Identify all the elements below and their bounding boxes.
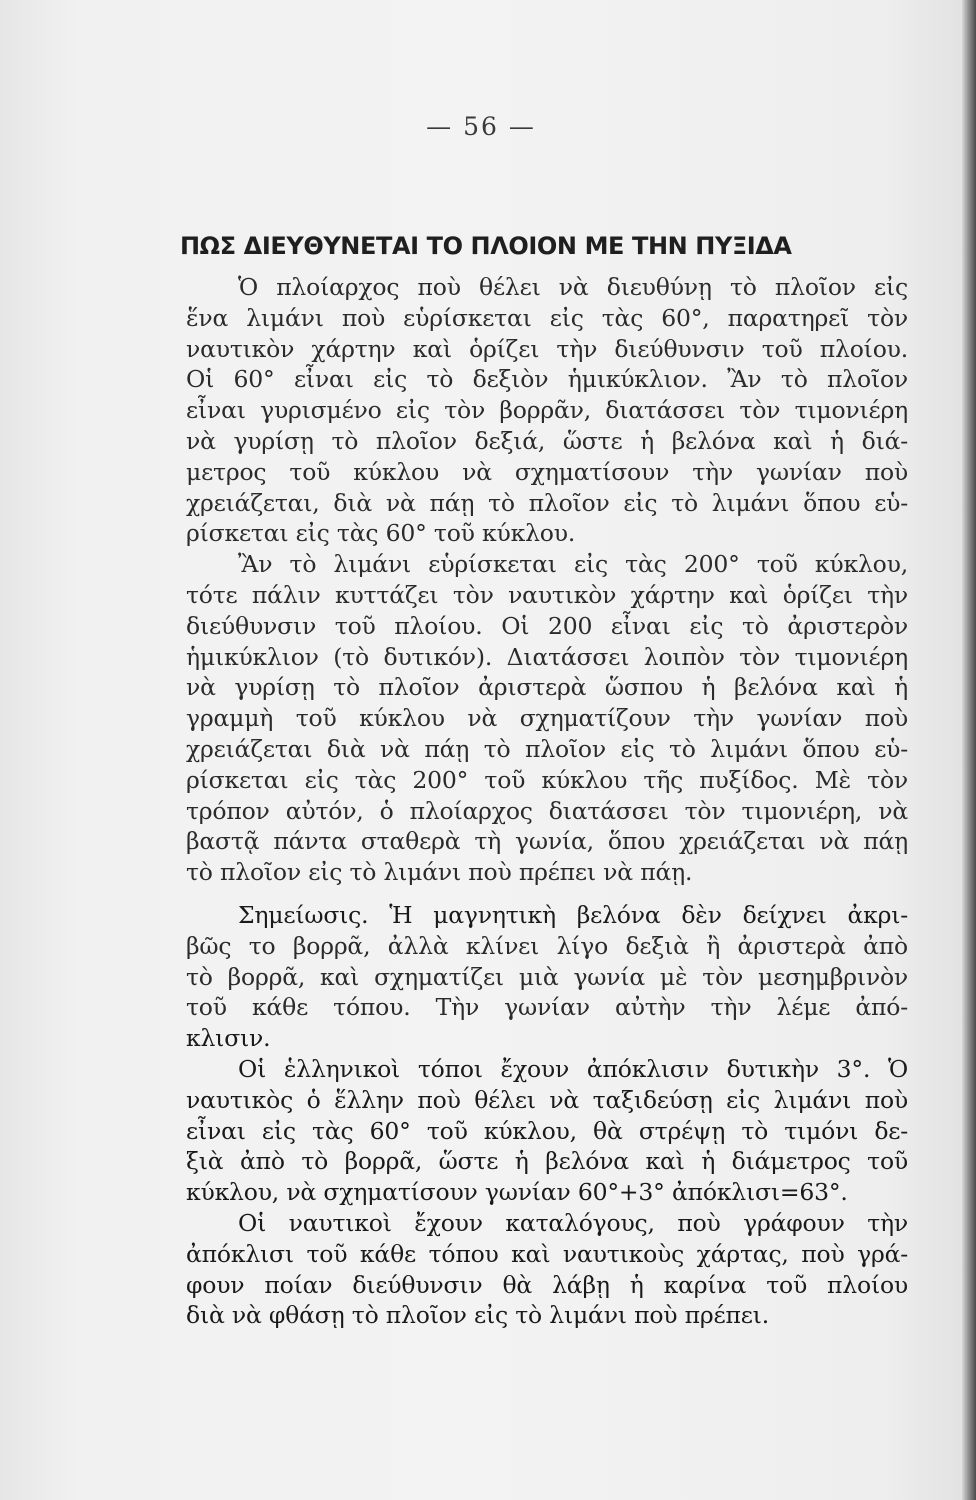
text-line: κύκλου, νὰ σχηματίσουν γωνίαν 60°+3° ἀπόκλισι=63°.: [186, 1178, 848, 1207]
body-text: [186, 272, 908, 1331]
page-edge-shadow: [962, 0, 976, 1500]
text-line: Ἂν τὸ λιμάνι εὑρίσκεται εἰς τὰς 200° τοῦ κύκλου,: [238, 550, 908, 579]
text-line: κλισιν.: [186, 1024, 271, 1053]
text-line: φουν ποίαν διεύθυνσιν θὰ λάβῃ ἡ καρίνα τοῦ πλοίου: [186, 1270, 908, 1299]
text-line: Οἱ 60° εἶναι εἰς τὸ δεξιὸν ἡμικύκλιον. Ἂν τὸ πλοῖον: [186, 365, 908, 394]
text-line: νὰ γυρίσῃ τὸ πλοῖον ἀριστερὰ ὥσπου ἡ βελόνα καὶ ἡ: [186, 673, 908, 702]
text-line: χρειάζεται, διὰ νὰ πάῃ τὸ πλοῖον εἰς τὸ λιμάνι ὅπου εὑ-: [186, 488, 908, 517]
text-line: νὰ γυρίσῃ τὸ πλοῖον δεξιά, ὥστε ἡ βελόνα καὶ ἡ διά-: [186, 426, 908, 455]
text-line: Οἱ ναυτικοὶ ἔχουν καταλόγους, ποὺ γράφουν τὴν: [238, 1208, 908, 1237]
text-line: βαστᾷ πάντα σταθερὰ τὴ γωνία, ὅπου χρειάζεται νὰ πάῃ: [186, 827, 908, 856]
text-line: ρίσκεται εἰς τὰς 60° τοῦ κύκλου.: [186, 519, 576, 548]
paragraph-gap: [186, 888, 908, 900]
text-line: τότε πάλιν κυττάζει τὸν ναυτικὸν χάρτην καὶ ὁρίζει τὴν: [186, 580, 908, 609]
text-line: Ὁ πλοίαρχος ποὺ θέλει νὰ διευθύνῃ τὸ πλοῖον εἰς: [238, 273, 908, 301]
text-line: ξιὰ ἀπὸ τὸ βορρᾶ, ὥστε ἡ βελόνα καὶ ἡ διάμετρος τοῦ: [186, 1147, 908, 1176]
text-line: ναυτικὸν χάρτην καὶ ὁρίζει τὴν διεύθυνσιν τοῦ πλοίου.: [186, 334, 908, 363]
text-line: βῶς το βορρᾶ, ἀλλὰ κλίνει λίγο δεξιὰ ἢ ἀριστερὰ ἀπὸ: [186, 931, 908, 960]
text-line: ἡμικύκλιον (τὸ δυτικόν). Διατάσσει λοιπὸν τὸν τιμονιέρη: [186, 642, 908, 671]
text-line: τρόπον αὐτόν, ὁ πλοίαρχος διατάσσει τὸν τιμονιέρη, νὰ: [186, 796, 908, 825]
text-line: τοῦ κάθε τόπου. Τὴν γωνίαν αὐτὴν τὴν λέμε ἀπό-: [186, 993, 908, 1022]
page-number: — 56 —: [426, 112, 536, 141]
text-line: μετρος τοῦ κύκλου νὰ σχηματίσουν τὴν γωνίαν ποὺ: [186, 457, 908, 486]
text-line: τὸ βορρᾶ, καὶ σχηματίζει μιὰ γωνία μὲ τὸν μεσημβρινὸν: [186, 962, 908, 991]
text-line: ρίσκεται εἰς τὰς 200° τοῦ κύκλου τῆς πυξίδος. Μὲ τὸν: [186, 765, 908, 794]
text-line: ἕνα λιμάνι ποὺ εὑρίσκεται εἰς τὰς 60°, παρατηρεῖ τὸν: [186, 303, 908, 332]
text-line: εἶναι εἰς τὰς 60° τοῦ κύκλου, θὰ στρέψῃ τὸ τιμόνι δε-: [186, 1116, 908, 1145]
text-line: Οἱ ἑλληνικοὶ τόποι ἔχουν ἀπόκλισιν δυτικὴν 3°. Ὁ: [238, 1054, 908, 1083]
text-line: γραμμὴ τοῦ κύκλου νὰ σχηματίζουν τὴν γωνίαν ποὺ: [186, 704, 908, 733]
text-line: χρειάζεται διὰ νὰ πάῃ τὸ πλοῖον εἰς τὸ λιμάνι ὅπου εὑ-: [186, 734, 908, 763]
text-line: τὸ πλοῖον εἰς τὸ λιμάνι ποὺ πρέπει νὰ πάῃ.: [186, 858, 693, 887]
text-line: διὰ νὰ φθάσῃ τὸ πλοῖον εἰς τὸ λιμάνι ποὺ πρέπει.: [186, 1301, 769, 1330]
text-line: ἀπόκλισι τοῦ κάθε τόπου καὶ ναυτικοὺς χάρτας, ποὺ γρά-: [186, 1239, 908, 1268]
text-line: διεύθυνσιν τοῦ πλοίου. Οἱ 200 εἶναι εἰς τὸ ἀριστερὸν: [186, 611, 908, 640]
text-line: ναυτικὸς ὁ ἕλλην ποὺ θέλει νὰ ταξιδεύσῃ εἰς λιμάνι ποὺ: [186, 1085, 908, 1114]
section-heading: ΠΩΣ ΔΙΕΥΘΥΝΕΤΑΙ ΤΟ ΠΛΟΙΟΝ ΜΕ ΤΗΝ ΠΥΞΙΔΑ: [180, 232, 792, 260]
note-line: Σημείωσις. Ἡ μαγνητικὴ βελόνα δὲν δείχνει ἀκρι-: [238, 900, 908, 929]
text-line: εἶναι γυρισμένο εἰς τὸν βορρᾶν, διατάσσει τὸν τιμονιέρη: [186, 396, 908, 425]
